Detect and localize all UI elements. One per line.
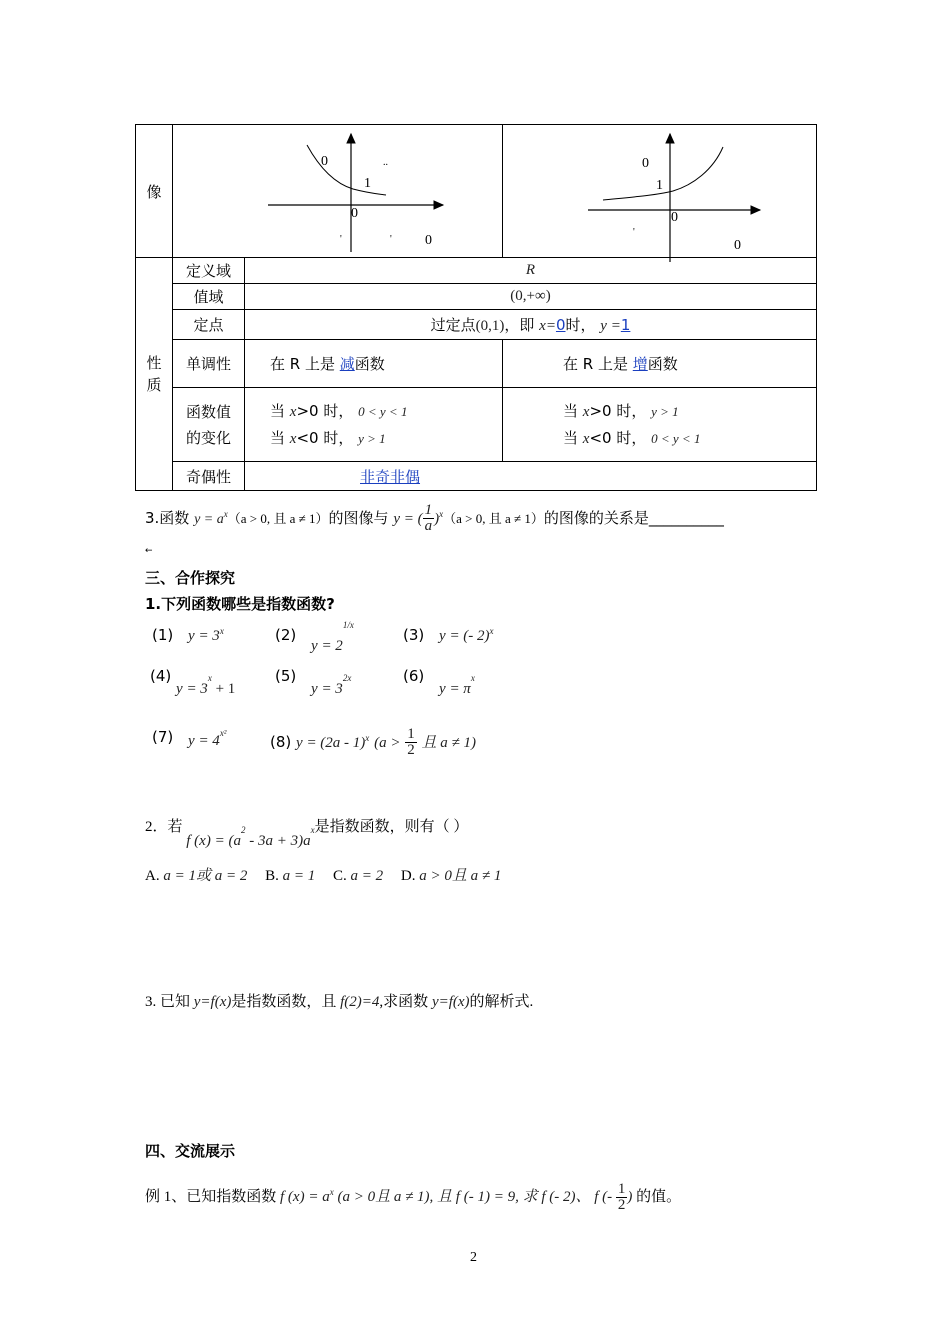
option-c[interactable] [333,868,383,884]
text: 的解析式. [469,994,534,1010]
x-equals: x= [539,318,556,334]
function-item [403,626,494,645]
formula: y = 4 [188,733,220,749]
y-answer: 1 [620,316,631,334]
graph-label: 0 [321,154,328,169]
numerator: 1 [407,726,415,742]
relation-question [145,500,724,534]
question-suffix: 是指数函数，则有（ ） [314,819,469,835]
monotonicity-decreasing [245,340,503,388]
mono-right-prefix: 在 R 上是 [563,355,628,373]
question-2-options [145,864,515,885]
value-change-decreasing [245,388,503,462]
condition: y > 1 [651,403,679,419]
option-key: A. [145,868,160,884]
formula: f (x) = (a [186,833,241,849]
formula: f(2)=4 [340,994,380,1010]
option-text: a = 1 [282,868,316,884]
fixed-point-cell [245,310,817,340]
graph-label: 0 [425,233,432,248]
item-number: (1) [152,626,174,644]
row-label-domain: 定义域 [173,258,245,284]
option-text: a > 0且 a ≠ 1 [419,868,502,884]
row-label-range: 值域 [173,284,245,310]
numerator: 1 [424,502,433,518]
text: >0 时， [296,401,354,420]
formula: y = a [194,512,224,527]
formula: ) [627,1189,633,1205]
increasing-curve [603,147,723,200]
superscript: x [329,1187,334,1197]
function-item [275,667,352,697]
value-change-increasing [503,388,817,462]
function-item [152,626,224,645]
formula: y = 3 [311,681,343,697]
formula: y = π [439,681,471,697]
fixed-point-mid: ，即 [504,316,535,334]
mono-left-prefix: 在 R 上是 [270,355,335,373]
text: 的图像与 [328,509,389,527]
text: 的图像的关系是__________ [543,509,724,527]
label-line: 函数值 [185,402,231,421]
condition: 且 a ≠ 1) [421,735,476,751]
superscript: x [207,673,212,683]
text: 当 [270,401,286,420]
graph-label: 1 [656,178,663,193]
mono-right-suffix: 函数 [647,355,678,373]
item-number: (8) [270,733,292,751]
mono-left-suffix: 函数 [354,355,385,373]
y-equals: y = [600,318,621,334]
property-group-label: 性 质 [136,258,173,491]
fixed-point-time: 时， [565,316,596,334]
superscript: x [219,626,224,636]
fraction [616,1182,628,1213]
graph-label: 0 [671,210,678,225]
option-key: D. [400,868,416,884]
option-key: C. [332,868,347,884]
decreasing-exponential-graph [173,125,503,258]
var-x: x [582,403,590,420]
option-key: B. [265,868,279,884]
superscript: x [365,733,370,743]
text: 的值。 [636,1189,682,1205]
var-x: x [289,430,297,447]
numerator: 1 [617,1181,626,1198]
superscript: 2x [342,673,352,683]
superscript: x [223,509,228,519]
graph-label: ' [633,227,635,238]
var-x: x [582,430,590,447]
graph-label: ' [340,234,342,245]
label-line: 的变化 [185,428,231,447]
option-b[interactable] [265,868,315,884]
range-value: (0,+∞) [245,284,817,310]
x-answer: 0 [555,316,566,334]
row-label-monotonicity: 单调性 [173,340,245,388]
option-d[interactable] [401,868,501,884]
formula: y = 3 [176,681,208,697]
denominator: a [424,518,433,534]
text: 3. 已知 [145,994,194,1010]
superscript: x² [219,728,227,738]
graph-label: .. [383,157,388,168]
condition: （a > 0, 且 a ≠ 1） [227,511,329,526]
graph-row-label: 像 [136,125,173,258]
page-number: 2 [470,1250,477,1265]
increasing-exponential-graph [503,125,817,267]
item-number: (5) [275,667,297,685]
superscript: x [439,509,444,519]
graph-label: ' [390,234,392,245]
text: 是指数函数，且 [231,994,341,1010]
row-label-parity: 奇偶性 [173,462,245,491]
option-a[interactable] [145,868,247,884]
item-number: (6) [403,667,425,685]
graph-cell-decreasing [173,125,503,258]
var-x: x [289,403,297,420]
function-item [275,620,354,654]
question-3 [145,990,533,1011]
domain-value: R [245,258,817,284]
graph-cell-increasing [503,125,817,258]
item-number: (7) [152,728,174,746]
graph-label: 0 [351,206,358,221]
denominator: 2 [407,742,415,758]
parity-answer: 非奇非偶 [360,467,421,486]
formula: + 1 [211,681,236,697]
exponential-function-property-table [135,124,817,491]
formula: y = (- 2) [439,628,490,644]
item-number: (3) [403,626,425,644]
option-text: a = 1或 a = 2 [163,868,248,884]
row-label-value-change [173,388,245,462]
condition: y > 1 [358,430,386,446]
text: 当 [563,428,579,447]
monotonicity-increasing [503,340,817,388]
fraction [423,503,435,534]
item-number: (2) [275,626,297,644]
mono-right-answer: 增 [632,355,648,373]
text: 当 [563,401,579,420]
formula: f (x) = a [280,1189,330,1205]
graph-label: 0 [734,238,741,253]
condition: (a > [374,735,401,751]
formula: y = ( [393,511,423,527]
section-title: 三、合作探究 [145,569,236,587]
fixed-point-prefix: 过定点 [430,316,476,334]
formula: y=f(x) [193,994,232,1010]
condition: 0 < y < 1 [651,430,701,446]
question-number: 3.函数 [145,509,190,527]
denominator: 2 [617,1197,626,1214]
superscript: 2 [240,825,246,835]
function-item [152,728,227,747]
fraction [405,727,417,758]
superscript: 1/x [342,620,354,630]
text: >0 时， [589,401,647,420]
question-title: 1.下列函数哪些是指数函数? [145,595,335,613]
formula: y = 3 [188,628,220,644]
condition: 0 < y < 1 [358,403,408,419]
formula: - 3a + 3)a [245,833,311,849]
fixed-point-coords: (0,1) [475,318,505,334]
paragraph-mark: ← [145,546,153,556]
text: 当 [270,428,286,447]
text: 例 1、已知指数函数 [145,1189,277,1205]
superscript: x [470,673,475,683]
text: ,求函数 [379,994,432,1010]
formula: y = 2 [311,638,343,654]
condition: （a > 0, 且 a ≠ 1） [443,511,544,526]
formula: y=f(x) [431,994,470,1010]
example-1 [145,1172,681,1217]
superscript: x [489,626,494,636]
function-item [270,718,476,763]
formula: (a > 0且 a ≠ 1), 且 f (- 1) = 9, 求 f (- 2)、 f (- [333,1189,613,1205]
question-2 [145,815,469,849]
text: <0 时， [296,428,354,447]
superscript: x [310,825,315,835]
decreasing-curve [307,145,386,195]
section-title: 四、交流展示 [145,1142,236,1160]
formula: ) [434,511,440,527]
item-number: (4) [150,667,172,685]
row-label-fixed-point: 定点 [173,310,245,340]
function-item [150,667,236,697]
mono-left-answer: 减 [339,355,355,373]
graph-label: 1 [364,176,371,191]
question-prefix: 2．若 [145,819,183,835]
formula: y = (2a - 1) [296,735,366,751]
text: <0 时， [589,428,647,447]
graph-label: 0 [642,156,649,171]
parity-cell [245,462,817,491]
option-text: a = 2 [350,868,384,884]
